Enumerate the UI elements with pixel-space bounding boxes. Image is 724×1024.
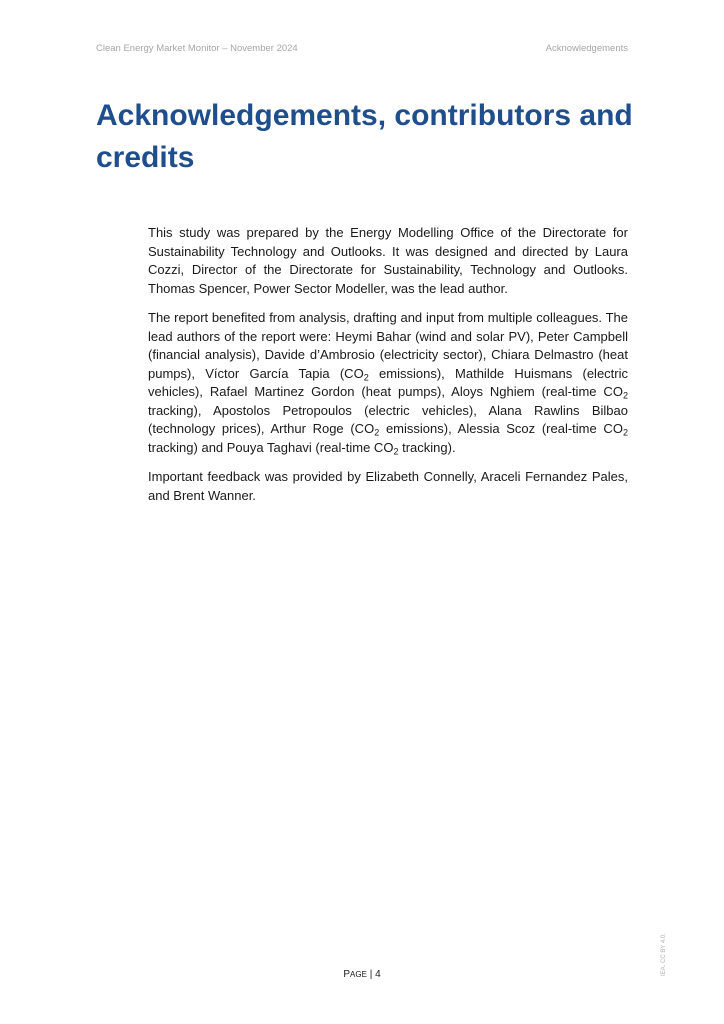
header-section-name: Acknowledgements (545, 43, 628, 54)
p2-text-4: emissions), Alessia Scoz (real-time CO (379, 421, 623, 436)
subscript-2: 2 (622, 427, 628, 438)
subscript-2: 2 (622, 390, 628, 401)
page-label-rest: AGE (350, 970, 367, 979)
paragraph-1: This study was prepared by the Energy Modelling Office of the Directorate for Sustainability Technology and Outlooks. It was designed and directed by Laura Cozzi, Director of the Directorate for Sustainability, Technology and Outlooks. Thomas Spencer, Power Sector Modeller, was the lead author. (148, 225, 628, 296)
page-title: Acknowledgements, contributors and credits (96, 99, 633, 174)
p2-text-5: tracking) and Pouya Taghavi (real-time CO (148, 439, 394, 455)
subscript-2: 2 (363, 371, 369, 382)
paragraph-2 (148, 309, 628, 457)
header-report-title: Clean Energy Market Monitor – November 2024 (96, 43, 298, 54)
page-number (0, 969, 724, 980)
subscript-2: 2 (393, 445, 399, 456)
paragraph-3: Important feedback was provided by Elizabeth Connelly, Araceli Fernandez Pales, and Brent Wanner. (148, 469, 628, 503)
subscript-2: 2 (374, 427, 380, 438)
page-label-first: P (343, 969, 351, 980)
p2-text-3: tracking), Apostolos Petropoulos (electric vehicles), Alana Rawlins Bilbao (technology prices), Arthur Roge (CO (148, 402, 628, 436)
p2-text-2: emissions), Mathilde Huismans (electric vehicles), Rafael Martinez Gordon (heat pumps), Aloys Nghiem (real-time CO (148, 365, 629, 399)
p2-text-6: tracking). (398, 439, 456, 455)
page-separator: | (366, 969, 376, 980)
page-number-value: 4 (375, 969, 381, 980)
body-text (148, 224, 628, 516)
p2-text-1: The report benefited from analysis, drafting and input from multiple colleagues. The lead authors of the report were: Heymi Bahar (wind and solar PV), Peter Campbell (financial analysis), Davide d’Ambrosio (electricity sector), Chiara Delmastro (heat pumps), Víctor García Tapia (CO (148, 310, 628, 381)
license-notice: IEA. CC BY 4.0. (661, 933, 667, 976)
